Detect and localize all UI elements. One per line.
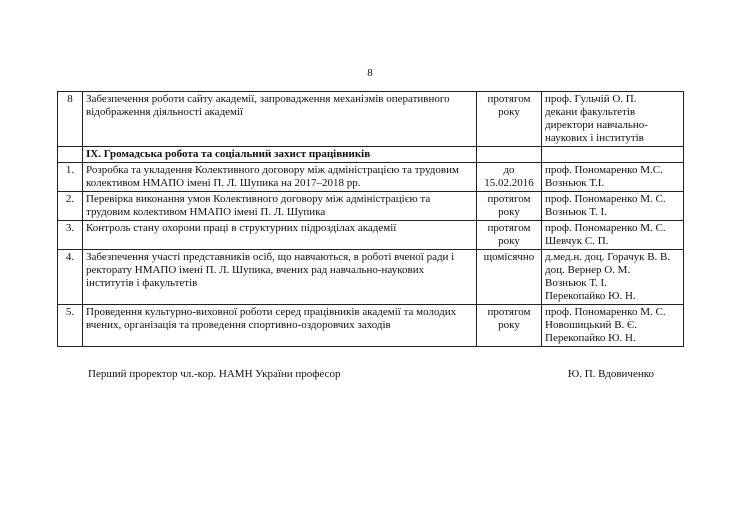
row-number: 3. (58, 221, 83, 250)
signatory-name: Ю. П. Вдовиченко (567, 368, 654, 380)
responsible-person: доц. Вернер О. М. (545, 264, 631, 276)
table-row (58, 163, 684, 192)
task-text: Забезпечення участі представників осіб, що навчаються, в роботі вченої ради і ректорату НМАПО імені П. Л. Шупика, вчених рад навчально-наукових інститутів і факультетів (83, 250, 477, 305)
signatory-position: Перший проректор чл.-кор. НАМН України професор (88, 368, 341, 380)
responsible-person: проф. Пономаренко М.С. (545, 164, 663, 176)
responsible-person: проф. Пономаренко М. С. (545, 193, 666, 205)
section-row (58, 147, 684, 163)
section-heading: ІХ. Громадська робота та соціальний захист працівників (83, 147, 477, 163)
row-number: 5. (58, 305, 83, 347)
responsible-person: Шевчук С. П. (545, 235, 609, 247)
responsible-person: проф. Гульчій О. П. (545, 93, 637, 105)
responsible-person: Возньюк Т.І. (545, 177, 605, 189)
responsible-person: проф. Пономаренко М. С. (545, 306, 666, 318)
responsible-person: Перекопайко Ю. Н. (545, 332, 636, 344)
term-text: протягом року (477, 192, 542, 221)
task-text: Розробка та укладення Колективного договору між адміністрацією та трудовим колективом НМАПО імені П. Л. Шупика на 2017–2018 рр. (83, 163, 477, 192)
term-text: протягом року (477, 221, 542, 250)
row-number: 8 (58, 92, 83, 147)
responsible-cell (542, 221, 684, 250)
responsible-cell (542, 192, 684, 221)
responsible-person: декани факультетів (545, 106, 636, 118)
task-text: Забезпечення роботи сайту академії, запровадження механізмів оперативного відображення діяльності академії (83, 92, 477, 147)
responsible-person: Возньюк Т. І. (545, 206, 607, 218)
responsible-person: директори навчально- (545, 119, 648, 131)
page-number: 8 (367, 67, 373, 79)
term-text: протягом року (477, 92, 542, 147)
responsible-cell (542, 305, 684, 347)
table-row (58, 221, 684, 250)
term-text: до 15.02.2016 (477, 163, 542, 192)
plan-table (57, 91, 684, 347)
task-text: Контроль стану охорони праці в структурних підрозділах академії (83, 221, 477, 250)
responsible-person: Возньюк Т. І. (545, 277, 607, 289)
table-row (58, 192, 684, 221)
responsible-person: д.мед.н. доц. Горачук В. В. (545, 251, 671, 263)
row-number: 1. (58, 163, 83, 192)
responsible-cell (542, 250, 684, 305)
row-number: 4. (58, 250, 83, 305)
table-row (58, 250, 684, 305)
table-row (58, 92, 684, 147)
responsible-person: Перекопайко Ю. Н. (545, 290, 636, 302)
responsible-person: Новошицький В. Є. (545, 319, 638, 331)
responsible-person: наукових і інститутів (545, 132, 644, 144)
responsible-cell (542, 163, 684, 192)
table-row (58, 305, 684, 347)
responsible-person: проф. Пономаренко М. С. (545, 222, 666, 234)
task-text: Перевірка виконання умов Колективного договору між адміністрацією та трудовим колективом НМАПО імені П. Л. Шупика (83, 192, 477, 221)
row-number: 2. (58, 192, 83, 221)
responsible-cell (542, 92, 684, 147)
term-text: протягом року (477, 305, 542, 347)
term-text: щомісячно (477, 250, 542, 305)
task-text: Проведення культурно-виховної роботи серед працівників академії та молодих вчених, організація та проведення спортивно-оздоровчих заходів (83, 305, 477, 347)
